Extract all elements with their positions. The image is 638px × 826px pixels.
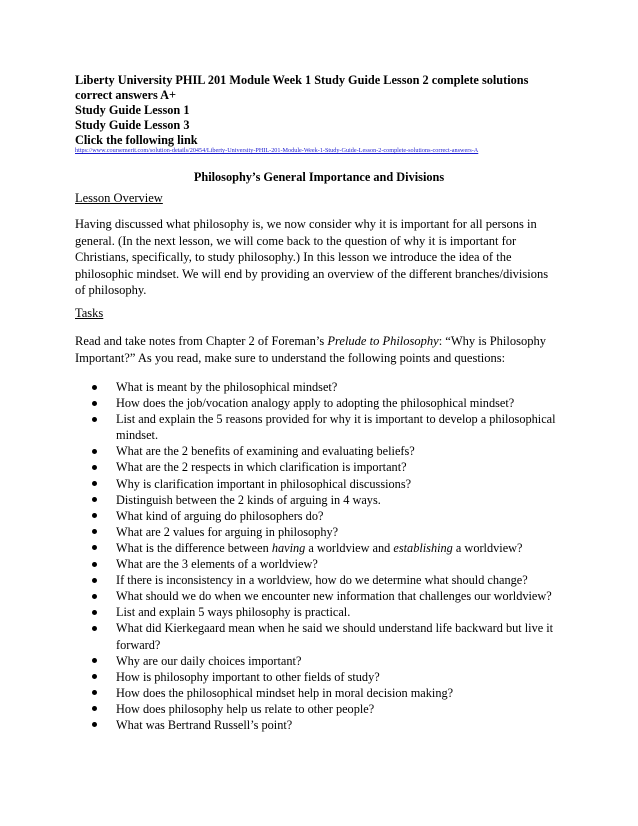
bullet-icon bbox=[92, 465, 97, 470]
bullet-icon bbox=[92, 385, 97, 390]
bullet-icon bbox=[92, 722, 97, 727]
list-item: Distinguish between the 2 kinds of arguing in 4 ways. bbox=[91, 492, 561, 508]
list-item: How does the philosophical mindset help in moral decision making? bbox=[91, 685, 561, 701]
tasks-intro-line-2: Important?” As you read, make sure to understand the following points and questions: bbox=[75, 350, 506, 365]
bullet-icon bbox=[92, 626, 97, 631]
book-title: Prelude to Philosophy bbox=[327, 334, 439, 348]
lesson-overview-heading: Lesson Overview bbox=[75, 191, 163, 205]
tasks-heading: Tasks bbox=[75, 306, 104, 320]
overview-paragraph bbox=[75, 216, 565, 299]
list-item: What did Kierkegaard mean when he said we should understand life backward but live it forward? bbox=[91, 620, 561, 652]
header-line-4: Study Guide Lesson 3 bbox=[75, 118, 190, 132]
list-item: What are the 2 benefits of examining and evaluating beliefs? bbox=[91, 443, 561, 459]
bullet-icon bbox=[92, 578, 97, 583]
list-item: What are 2 values for arguing in philosophy? bbox=[91, 524, 561, 540]
bullet-icon bbox=[92, 562, 97, 567]
header-line-2: correct answers A+ bbox=[75, 88, 177, 102]
bullet-icon bbox=[92, 706, 97, 711]
list-item bbox=[91, 540, 561, 556]
bullet-icon bbox=[92, 594, 97, 599]
bullet-icon bbox=[92, 529, 97, 534]
header-line-5: Click the following link bbox=[75, 133, 198, 147]
header-line-1: Liberty University PHIL 201 Module Week 1 Study Guide Lesson 2 complete solutions bbox=[75, 73, 529, 87]
tasks-intro-suffix: : “Why is Philosophy bbox=[438, 334, 546, 348]
list-item: What are the 3 elements of a worldview? bbox=[91, 556, 561, 572]
bullet-icon bbox=[92, 449, 97, 454]
list-item: How does philosophy help us relate to other people? bbox=[91, 701, 561, 717]
list-item: How does the job/vocation analogy apply to adopting the philosophical mindset? bbox=[91, 395, 561, 411]
list-item: Why is clarification important in philosophical discussions? bbox=[91, 476, 561, 492]
tasks-intro-prefix: Read and take notes from Chapter 2 of Foreman’s bbox=[75, 334, 328, 348]
list-item: How is philosophy important to other fields of study? bbox=[91, 669, 561, 685]
list-item: List and explain the 5 reasons provided for why it is important to develop a philosophical mindset. bbox=[91, 411, 561, 443]
bullet-icon bbox=[92, 401, 97, 406]
overview-line: Having discussed what philosophy is, we now consider why it is important for all persons in bbox=[75, 217, 537, 231]
worldview-question: What is the difference between having a worldview and establishing a worldview? bbox=[116, 540, 523, 555]
list-item: List and explain 5 ways philosophy is practical. bbox=[91, 604, 561, 620]
bullet-icon bbox=[92, 481, 97, 486]
bullet-icon bbox=[92, 513, 97, 518]
solution-link[interactable]: https://www.coursemerit.com/solution-details/20454/Liberty-University-PHIL-201-Module-Week-1-Study-Guide-Lesson-2-complete-solutions-correct-answers-A bbox=[75, 147, 479, 154]
list-item: If there is inconsistency in a worldview, how do we determine what should change? bbox=[91, 572, 561, 588]
tasks-intro-line bbox=[75, 333, 565, 350]
list-item: What should we do when we encounter new information that challenges our worldview? bbox=[91, 588, 561, 604]
bullet-icon bbox=[92, 497, 97, 502]
task-questions-list bbox=[91, 379, 561, 733]
list-item: What are the 2 respects in which clarification is important? bbox=[91, 459, 561, 475]
header-line-3: Study Guide Lesson 1 bbox=[75, 103, 190, 117]
overview-line: philosophic mindset. We will end by providing an overview of the different branches/divisions bbox=[75, 266, 549, 281]
bullet-icon bbox=[92, 417, 97, 422]
list-item: What kind of arguing do philosophers do? bbox=[91, 508, 561, 524]
overview-line: general. (In the next lesson, we will come back to the question of why it is important for bbox=[75, 233, 517, 248]
list-item: What was Bertrand Russell’s point? bbox=[91, 717, 561, 733]
bullet-icon bbox=[92, 658, 97, 663]
list-item: What is meant by the philosophical mindset? bbox=[91, 379, 561, 395]
bullet-icon bbox=[92, 610, 97, 615]
bullet-icon bbox=[92, 545, 97, 550]
overview-line: of philosophy. bbox=[75, 283, 147, 297]
bullet-icon bbox=[92, 674, 97, 679]
list-item: Why are our daily choices important? bbox=[91, 653, 561, 669]
tasks-intro-paragraph bbox=[75, 333, 565, 366]
bullet-icon bbox=[92, 690, 97, 695]
overview-line: Christians, specifically, to study philosophy.) In this lesson we introduce the idea of the bbox=[75, 250, 512, 264]
page-title: Philosophy’s General Importance and Divisions bbox=[193, 170, 445, 184]
